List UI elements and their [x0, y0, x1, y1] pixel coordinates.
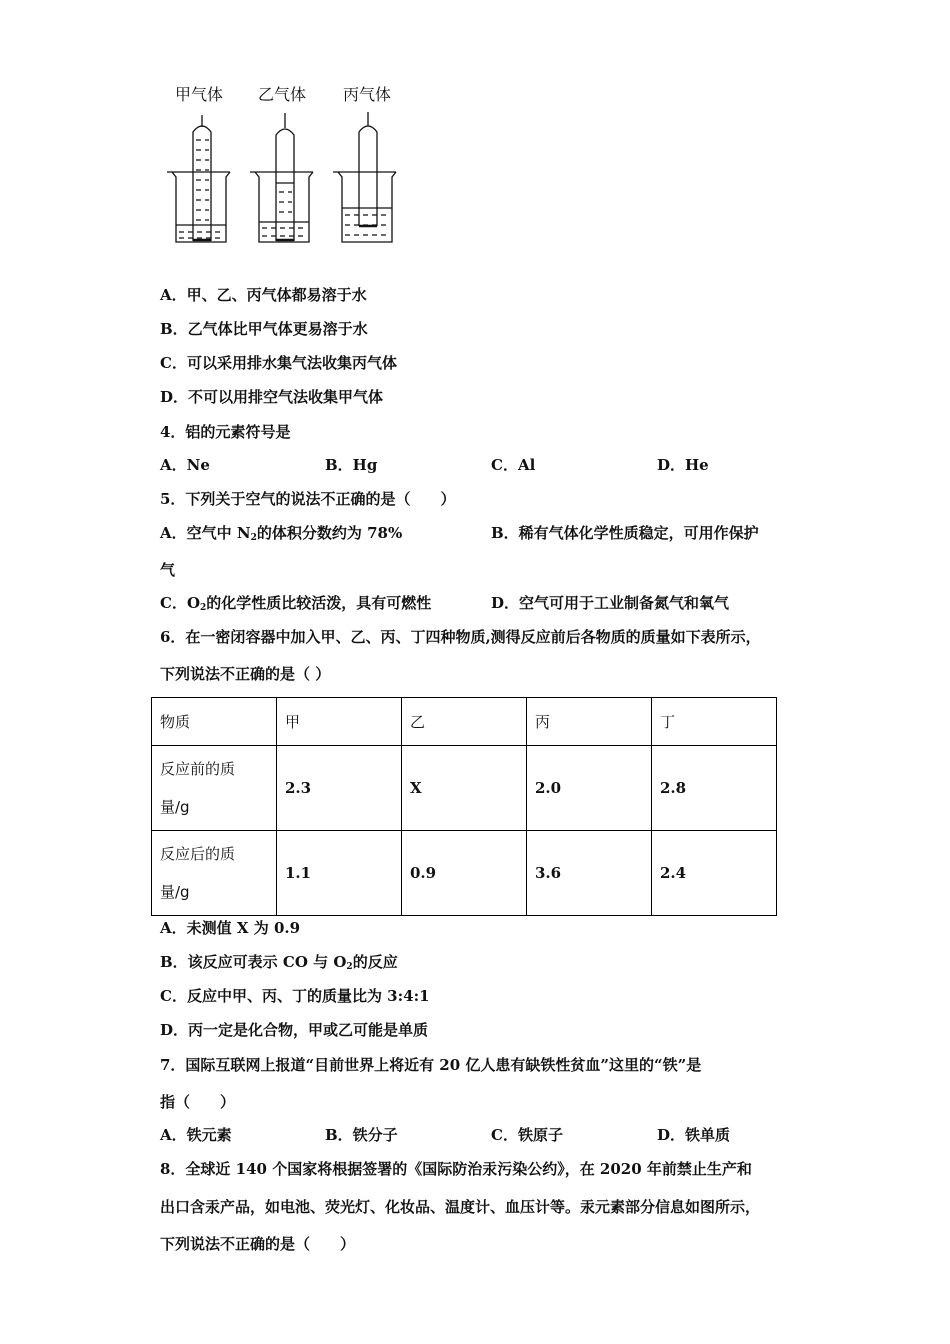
q3-option-b: B．乙气体比甲气体更易溶于水	[160, 320, 368, 338]
header-cell: 甲	[277, 698, 402, 746]
q6-stem: 6．在一密闭容器中加入甲、乙、丙、丁四种物质,测得反应前后各物质的质量如下表所示，	[160, 628, 761, 646]
q5-stem: 5．下列关于空气的说法不正确的是（ ）	[160, 490, 456, 508]
q8-stem-cont: 出口含汞产品，如电池、荧光灯、化妆品、温度计、血压计等。汞元素部分信息如图所示，	[160, 1198, 761, 1216]
q7-stem: 7．国际互联网上报道“目前世界上将近有 20 亿人患有缺铁性贫血”这里的“铁”是	[160, 1056, 702, 1074]
q6-stem-cont: 下列说法不正确的是（ ）	[160, 665, 331, 683]
header-cell: 丁	[652, 698, 777, 746]
figure-label-yi: 乙气体	[258, 85, 307, 104]
q5-option-a	[160, 523, 402, 548]
subscript: 2	[200, 603, 207, 613]
table-cell: 2.0	[527, 746, 652, 831]
text: 的反应	[352, 953, 398, 971]
table-cell: 2.4	[652, 831, 777, 916]
text: 的体积分数约为 78%	[256, 524, 403, 542]
q8-stem: 8．全球近 140 个国家将根据签署的《国际防治汞污染公约》，在 2020 年前禁止生产和	[160, 1160, 752, 1178]
figure-label-jia: 甲气体	[175, 85, 224, 104]
subscript: 2	[250, 533, 257, 543]
text: 的化学性质比较活泼，具有可燃性	[206, 594, 432, 612]
header-cell: 丙	[527, 698, 652, 746]
subscript: 2	[346, 962, 353, 972]
q8-stem-cont2: 下列说法不正确的是（ ）	[160, 1235, 356, 1253]
figure-label-bing: 丙气体	[343, 85, 392, 104]
q4-stem: 4．铝的元素符号是	[160, 423, 291, 441]
q3-option-d: D．不可以用排空气法收集甲气体	[160, 388, 384, 406]
q5-option-b: B．稀有气体化学性质稳定，可用作保护	[491, 524, 759, 542]
q5-option-b-cont: 气	[160, 561, 176, 579]
q3-option-c: C．可以采用排水集气法收集丙气体	[160, 354, 397, 372]
q6-option-c: C．反应中甲、丙、丁的质量比为 3:4:1	[160, 987, 430, 1005]
header-cell: 物质	[152, 698, 277, 746]
text: B．该反应可表示 CO 与 O	[160, 953, 347, 971]
q7-stem-cont: 指（ ）	[160, 1093, 236, 1111]
row-label-line: 量/g	[160, 798, 190, 816]
table-header-row	[152, 698, 777, 746]
q5-option-d: D．空气可用于工业制备氮气和氧气	[491, 594, 730, 612]
q5-option-c	[160, 593, 431, 618]
row-label	[152, 831, 277, 916]
q6-option-a: A．未测值 X 为 0.9	[160, 919, 301, 937]
gas-collection-figure	[160, 80, 410, 250]
q3-option-a: A．甲、乙、丙气体都易溶于水	[160, 286, 367, 304]
table-row	[152, 746, 777, 831]
table-cell: 2.8	[652, 746, 777, 831]
q4-option-b: B．Hg	[325, 456, 378, 474]
header-cell: 乙	[402, 698, 527, 746]
q6-option-b	[160, 952, 398, 977]
row-label	[152, 746, 277, 831]
q7-option-a: A．铁元素	[160, 1126, 232, 1144]
row-label-line: 反应后的质	[160, 845, 236, 863]
row-label-line: 量/g	[160, 883, 190, 901]
text: A．空气中 N	[160, 524, 251, 542]
q6-option-d: D．丙一定是化合物，甲或乙可能是单质	[160, 1021, 429, 1039]
q4-option-c: C．Al	[491, 456, 536, 474]
table-cell: 3.6	[527, 831, 652, 916]
table-cell: 0.9	[402, 831, 527, 916]
table-cell: 2.3	[277, 746, 402, 831]
q7-option-c: C．铁原子	[491, 1126, 563, 1144]
mass-table	[151, 697, 777, 916]
q7-option-b: B．铁分子	[325, 1126, 398, 1144]
table-row	[152, 831, 777, 916]
q4-option-a: A．Ne	[160, 456, 210, 474]
q7-option-d: D．铁单质	[657, 1126, 731, 1144]
q4-option-d: D．He	[657, 456, 709, 474]
table-cell: X	[402, 746, 527, 831]
text: C．O	[160, 594, 201, 612]
table-cell: 1.1	[277, 831, 402, 916]
row-label-line: 反应前的质	[160, 760, 236, 778]
